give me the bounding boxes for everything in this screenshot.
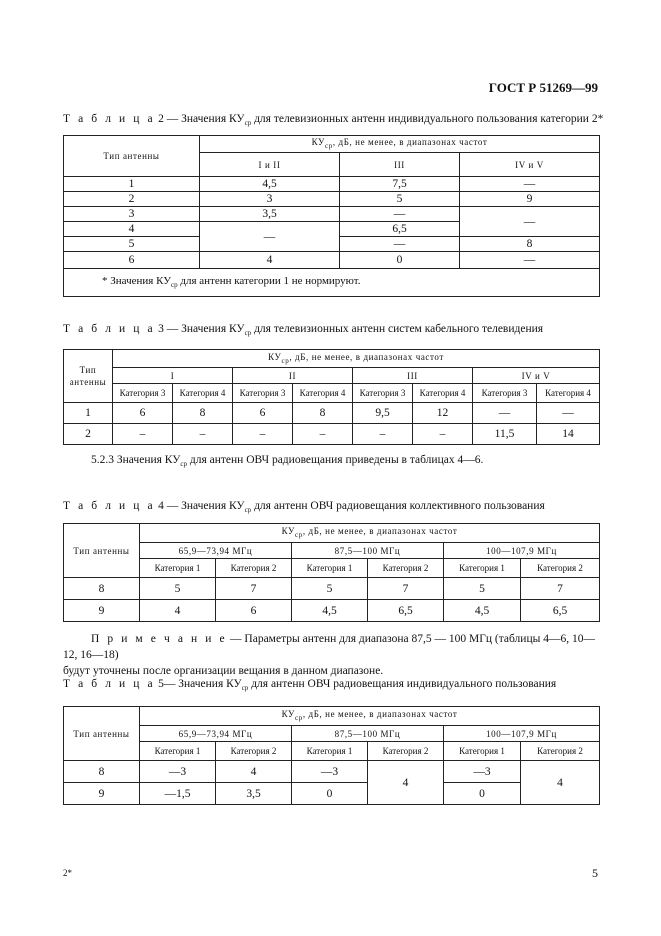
table-2-caption: Т а б л и ц а 2 — Значения $КУ_{ср}$ для телевизионных антенн индивидуального пользования категории 2* (63, 113, 604, 127)
table-4 (63, 523, 600, 622)
cell: 8 (64, 578, 140, 600)
band-header: I (113, 368, 233, 384)
cell: 7 (368, 578, 444, 600)
band-header: III (340, 153, 460, 177)
band-header: 87,5—100 МГц (292, 726, 444, 742)
band-header: 87,5—100 МГц (292, 543, 444, 559)
table-2 (63, 135, 600, 297)
cell: 4,5 (200, 177, 340, 192)
table-row (64, 252, 600, 269)
cell: 8 (293, 403, 353, 424)
cell: 4 (368, 761, 444, 805)
cell: — (340, 207, 460, 222)
band-header: 65,9—73,94 МГц (140, 543, 292, 559)
cell: 5 (340, 192, 460, 207)
cell: 4 (200, 252, 340, 269)
table-row (64, 192, 600, 207)
cell: 5 (140, 578, 216, 600)
cell: 4,5 (292, 600, 368, 622)
cell: 4 (140, 600, 216, 622)
cell: 4,5 (444, 600, 521, 622)
band-header: III (353, 368, 473, 384)
footer-mark: 2* (63, 868, 72, 878)
column-header-antenna-type: Тип антенны (64, 350, 113, 403)
cell: — (460, 177, 600, 192)
cell: 9,5 (353, 403, 413, 424)
cell: – (353, 424, 413, 445)
table-row (64, 761, 600, 783)
category-header: Категория 2 (521, 742, 600, 761)
column-header-antenna-type: Тип антенны (64, 707, 140, 761)
cell: —3 (140, 761, 216, 783)
cell: 9 (64, 783, 140, 805)
category-header: Категория 2 (368, 559, 444, 578)
cell: 12 (413, 403, 473, 424)
cell: 6 (113, 403, 173, 424)
category-header: Категория 3 (473, 384, 537, 403)
note-paragraph: П р и м е ч а н и е — Параметры антенн для диапазона 87,5 — 100 МГц (таблицы 4—6, 10—12, 16—18) будут уточнены после организации вещания в данном диапазоне. (63, 633, 595, 677)
cell: 1 (64, 403, 113, 424)
category-header: Категория 2 (521, 559, 600, 578)
cell: – (293, 424, 353, 445)
category-header: Категория 3 (353, 384, 413, 403)
page-number: 5 (592, 866, 598, 880)
cell: — (460, 252, 600, 269)
category-header: Категория 1 (444, 559, 521, 578)
cell: 6,5 (368, 600, 444, 622)
cell: — (473, 403, 537, 424)
band-header: II (233, 368, 353, 384)
column-header-ku: $КУ_{ср}$, дБ, не менее, в диапазонах частот (113, 350, 600, 368)
column-header-ku: $КУ_{ср}$, дБ, не менее, в диапазонах частот (140, 524, 600, 543)
band-header: I и II (200, 153, 340, 177)
cell: 0 (292, 783, 368, 805)
cell: 4 (216, 761, 292, 783)
cell: —3 (444, 761, 521, 783)
table-row (64, 578, 600, 600)
column-header-antenna-type: Тип антенны (64, 136, 200, 177)
category-header: Категория 4 (293, 384, 353, 403)
table-row (64, 177, 600, 192)
category-header: Категория 1 (140, 559, 216, 578)
cell: 7 (216, 578, 292, 600)
band-header: 100—107,9 МГц (444, 543, 600, 559)
table-3 (63, 349, 600, 445)
cell: 5 (292, 578, 368, 600)
column-header-antenna-type: Тип антенны (64, 524, 140, 578)
category-header: Категория 1 (292, 742, 368, 761)
cell: – (233, 424, 293, 445)
category-header: Категория 1 (292, 559, 368, 578)
band-header: 100—107,9 МГц (444, 726, 600, 742)
document-code: ГОСТ Р 51269—99 (488, 80, 598, 95)
paragraph-5-2-3: 5.2.3 Значения $КУ_{ср}$ для антенн ОВЧ радиовещания приведены в таблицах 4—6. (91, 454, 484, 468)
cell: 8 (173, 403, 233, 424)
category-header: Категория 3 (113, 384, 173, 403)
table-4-caption: Т а б л и ц а 4 — Значения $КУ_{ср}$ для антенн ОВЧ радиовещания коллективного пользования (63, 500, 545, 514)
cell: 3 (64, 207, 200, 222)
band-header: 65,9—73,94 МГц (140, 726, 292, 742)
category-header: Категория 1 (444, 742, 521, 761)
cell: 1 (64, 177, 200, 192)
cell: 7,5 (340, 177, 460, 192)
cell: – (113, 424, 173, 445)
band-header: IV и V (460, 153, 600, 177)
cell: 3,5 (216, 783, 292, 805)
cell: 6 (216, 600, 292, 622)
category-header: Категория 3 (233, 384, 293, 403)
cell: 0 (340, 252, 460, 269)
cell: – (173, 424, 233, 445)
cell: – (413, 424, 473, 445)
cell: 3 (200, 192, 340, 207)
cell: 6 (233, 403, 293, 424)
category-header: Категория 4 (537, 384, 600, 403)
cell: 14 (537, 424, 600, 445)
cell: 7 (521, 578, 600, 600)
cell: 4 (64, 222, 200, 237)
cell: 6,5 (521, 600, 600, 622)
cell: 5 (64, 237, 200, 252)
column-header-ku: $КУ_{ср}$, дБ, не менее, в диапазонах частот (200, 136, 600, 153)
category-header: Категория 2 (216, 742, 292, 761)
category-header: Категория 1 (140, 742, 216, 761)
table-3-caption: Т а б л и ц а 3 — Значения $КУ_{ср}$ для телевизионных антенн систем кабельного телевидения (63, 323, 544, 337)
table-row (64, 600, 600, 622)
cell: 9 (460, 192, 600, 207)
cell: 2 (64, 424, 113, 445)
cell: 2 (64, 192, 200, 207)
cell: 6 (64, 252, 200, 269)
table-row (64, 424, 600, 445)
cell: 11,5 (473, 424, 537, 445)
cell: 8 (460, 237, 600, 252)
table-5-caption: Т а б л и ц а 5— Значения $КУ_{ср}$ для антенн ОВЧ радиовещания индивидуального пользования (63, 678, 557, 692)
cell: 8 (64, 761, 140, 783)
table-row (64, 783, 600, 805)
table-2-footnote: * Значения $КУ_{ср}$ для антенн категории 1 не нормируют. (64, 269, 600, 297)
cell: 5 (444, 578, 521, 600)
cell: — (537, 403, 600, 424)
table-row (64, 207, 600, 222)
band-header: IV и V (473, 368, 600, 384)
category-header: Категория 2 (216, 559, 292, 578)
table-row (64, 403, 600, 424)
cell: 0 (444, 783, 521, 805)
column-header-ku: $КУ_{ср}$, дБ, не менее, в диапазонах частот (140, 707, 600, 726)
cell: 3,5 (200, 207, 340, 222)
category-header: Категория 2 (368, 742, 444, 761)
cell: — (460, 207, 600, 237)
category-header: Категория 4 (173, 384, 233, 403)
cell: 4 (521, 761, 600, 805)
category-header: Категория 4 (413, 384, 473, 403)
cell: 9 (64, 600, 140, 622)
cell: —3 (292, 761, 368, 783)
cell: —1,5 (140, 783, 216, 805)
cell: — (340, 237, 460, 252)
cell: 6,5 (340, 222, 460, 237)
cell: — (200, 222, 340, 252)
table-5 (63, 706, 600, 805)
